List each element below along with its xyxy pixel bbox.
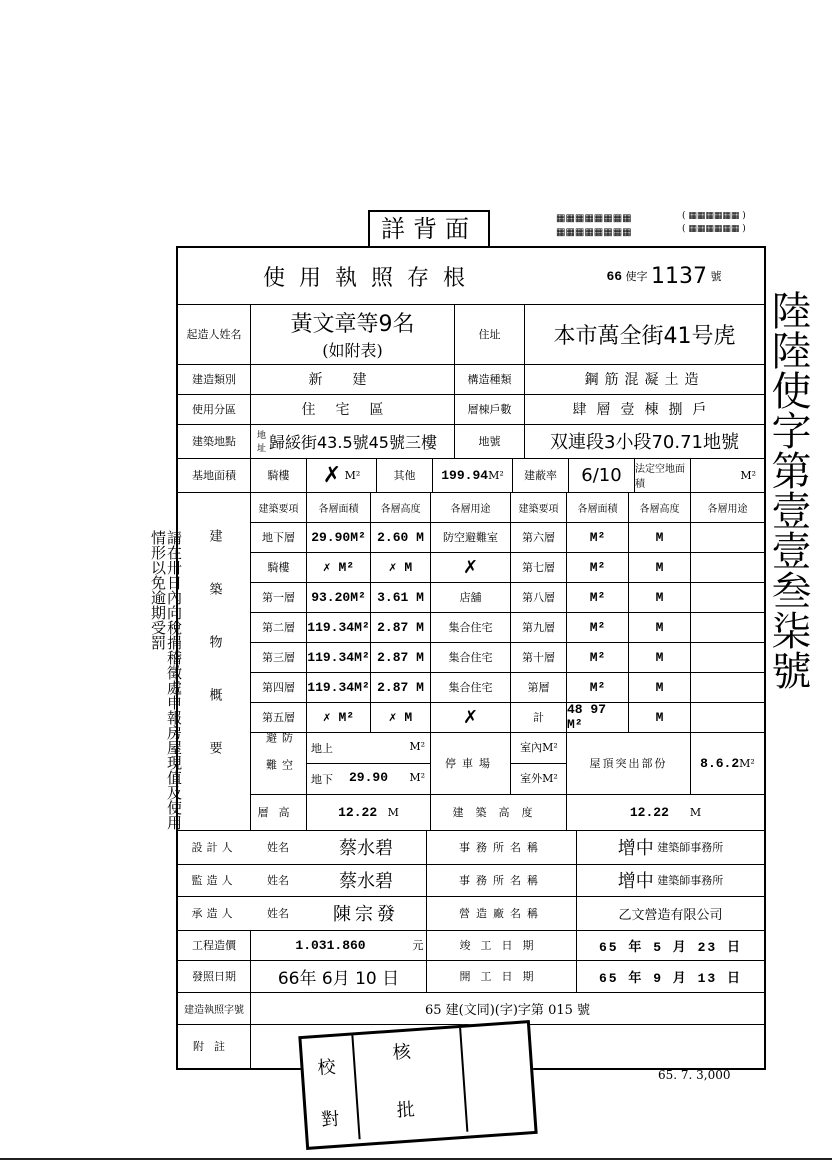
table-cell-use2	[690, 552, 764, 582]
table-cell-name2: 第十層	[510, 642, 566, 672]
start-label: 開工日期	[426, 960, 576, 992]
arcade-label: 騎樓	[250, 458, 306, 492]
shelter-label: 防空避難	[250, 732, 306, 794]
contractor-firm-label: 營造廠名稱	[426, 896, 576, 930]
table-cell-height2: M	[628, 612, 690, 642]
completion-value: 65 年 5 月 23 日	[576, 930, 764, 960]
table-cell-height2: M	[628, 582, 690, 612]
table-cell-use: 防空避難室	[430, 522, 510, 552]
table-cell-use2	[690, 672, 764, 702]
address-value: 本市萬全街41号虎	[524, 304, 764, 364]
issue-label: 發照日期	[192, 970, 236, 983]
table-cell-use2	[690, 522, 764, 552]
table-row	[250, 582, 764, 613]
right-handwriting: 陸陸使字第壹壹叁柒號	[765, 290, 811, 690]
table-cell-use2	[690, 702, 764, 732]
structure-value: 鋼筋混凝土造	[524, 364, 764, 394]
form-footer: 65. 7. 3,000	[658, 1068, 731, 1082]
table-cell-use: 店舖	[430, 582, 510, 612]
site-label: 建築地點	[192, 435, 236, 448]
site-address: 歸綏街43.5號45號三樓	[269, 432, 437, 452]
table-cell-area: ✗ M²	[306, 702, 370, 732]
table-cell-height: 2.87 M	[370, 642, 430, 672]
table-cell-area2: M²	[566, 522, 628, 552]
applicant-label: 起造人姓名	[186, 328, 242, 341]
site-row	[178, 424, 764, 459]
table-cell-height2: M	[628, 522, 690, 552]
start-value: 65 年 9 月 13 日	[576, 960, 764, 992]
table-cell-height: 2.87 M	[370, 612, 430, 642]
form-title: 使用執照存根	[262, 265, 479, 291]
header-item: 建築要項	[250, 492, 306, 522]
bldg-height-value	[566, 794, 764, 830]
contractor-row	[178, 896, 764, 931]
designer-name: 蔡水碧	[339, 838, 393, 859]
table-cell-area: 29.90M²	[306, 522, 370, 552]
coverage-value: 6/10	[568, 458, 634, 492]
designer-label: 設計人	[191, 841, 237, 854]
shelter-below	[306, 763, 431, 794]
arcade-unit: M²	[344, 468, 361, 482]
table-cell-name2: 第層	[510, 672, 566, 702]
applicant-note: (如附表)	[322, 341, 383, 360]
shelter-row	[250, 732, 764, 795]
designer-name-label: 姓名	[267, 841, 289, 854]
applicant-value	[250, 304, 454, 364]
table-cell-area2: M²	[566, 672, 628, 702]
table-cell-use2	[690, 612, 764, 642]
shelter-above	[306, 732, 431, 764]
approval-check: 校	[316, 1056, 337, 1079]
table-cell-name2: 第九層	[510, 612, 566, 642]
supervisor-name: 蔡水碧	[339, 871, 393, 892]
table-cell-name: 第四層	[250, 672, 306, 702]
coverage-label: 建蔽率	[512, 458, 568, 492]
roof-label: 屋頂突出部份	[566, 732, 690, 794]
table-cell-name: 騎樓	[250, 552, 306, 582]
cost-unit: 元	[412, 939, 424, 952]
table-cell-name: 第一層	[250, 582, 306, 612]
table-cell-name: 第二層	[250, 612, 306, 642]
table-cell-name: 地下層	[250, 522, 306, 552]
permit-row	[178, 992, 764, 1025]
category-label: 建造類別	[192, 373, 236, 386]
approval-seal: 對	[320, 1108, 340, 1131]
designer-firm-label: 事務所名稱	[426, 830, 576, 864]
cost-value	[250, 930, 410, 960]
table-cell-use: 集合住宅	[430, 612, 510, 642]
table-cell-height: 3.61 M	[370, 582, 430, 612]
table-row	[250, 552, 764, 583]
table-cell-height2: M	[628, 552, 690, 582]
table-cell-height2: M	[628, 702, 690, 732]
table-cell-area: 119.34M²	[306, 672, 370, 702]
parking-outdoor: 室外M²	[510, 763, 567, 794]
table-cell-use: 集合住宅	[430, 672, 510, 702]
floor-table	[250, 492, 764, 830]
table-row	[250, 522, 764, 553]
issue-value: 66年 6月 10 日	[250, 960, 426, 992]
table-cell-name: 第三層	[250, 642, 306, 672]
floors-value: 肆層壹棟捌戶	[524, 394, 764, 424]
shelter-below-unit: M²	[409, 771, 425, 784]
bldg-height-number: 12.22	[629, 804, 669, 820]
contractor-label: 承造人	[191, 907, 237, 920]
other-number: 199.94	[441, 467, 489, 483]
supervisor-firm-name: 增中	[617, 871, 654, 892]
table-cell-area2: M²	[566, 582, 628, 612]
table-cell-use: ✗	[430, 702, 510, 732]
table-cell-name: 第五層	[250, 702, 306, 732]
table-cell-area2: M²	[566, 612, 628, 642]
arcade-mark: ✗	[322, 462, 342, 488]
top-stamp-2: ( ▦▦▦▦▦▦ ) ( ▦▦▦▦▦▦ )	[682, 211, 746, 234]
completion-label: 竣工日期	[426, 930, 576, 960]
applicant-row	[178, 304, 764, 365]
table-cell-height: 2.60 M	[370, 522, 430, 552]
supervisor-firm-suffix: 建築師事務所	[657, 874, 724, 887]
header-item-2: 建築要項	[510, 492, 566, 522]
height-row	[250, 794, 764, 830]
arcade-value	[306, 458, 376, 492]
roof-unit: M²	[739, 756, 755, 770]
number-suffix: 號	[710, 270, 722, 283]
story-height-label: 層高	[250, 794, 306, 830]
table-row	[250, 672, 764, 703]
header-area-2: 各層面積	[566, 492, 628, 522]
table-cell-height2: M	[628, 642, 690, 672]
table-cell-height: ✗ M	[370, 702, 430, 732]
supervisor-firm-label: 事務所名稱	[426, 864, 576, 896]
table-cell-area2: 48 97 M²	[566, 702, 628, 732]
floor-table-header	[250, 492, 764, 523]
table-row	[250, 702, 764, 733]
bldg-height-unit: M	[689, 805, 702, 819]
shelter-above-label: 地上	[311, 742, 333, 755]
building-block	[178, 492, 764, 831]
table-cell-area: 119.34M²	[306, 612, 370, 642]
designer-row	[178, 830, 764, 865]
header-height-2: 各層高度	[628, 492, 690, 522]
category-row	[178, 364, 764, 395]
number-prefix: 66	[606, 268, 623, 284]
supervisor-row	[178, 864, 764, 897]
table-cell-area: 119.34M²	[306, 642, 370, 672]
permit-label: 建造執照字號	[184, 1004, 244, 1016]
header-area: 各層面積	[306, 492, 370, 522]
issue-row	[178, 960, 764, 993]
other-value	[432, 458, 512, 492]
shelter-below-label: 地下	[311, 773, 333, 786]
table-row	[250, 642, 764, 673]
zone-value: 住宅區	[250, 394, 454, 424]
header-use: 各層用途	[430, 492, 510, 522]
number-word: 使字	[625, 270, 648, 283]
other-label: 其他	[376, 458, 432, 492]
table-cell-area2: M²	[566, 552, 628, 582]
site-sub-label: 地址	[257, 431, 267, 454]
number-value: 1137	[651, 263, 708, 289]
cost-label: 工程造價	[192, 939, 236, 952]
floors-label: 層棟戶數	[454, 394, 524, 424]
approval-stamp	[298, 1020, 537, 1150]
category-value: 新建	[250, 364, 454, 394]
shelter-below-value: 29.90	[349, 770, 389, 785]
side-note: 請在卅日內向稅捐稽徵處申報房屋現值及使用情形以免逾期受罰	[149, 530, 183, 830]
supervisor-name-label: 姓名	[267, 874, 289, 887]
permit-value: 65 建(文同)(字)字第 015 號	[250, 992, 764, 1024]
table-cell-use: ✗	[430, 552, 510, 582]
header-height: 各層高度	[370, 492, 430, 522]
table-cell-use2	[690, 582, 764, 612]
other-unit: M²	[488, 468, 504, 482]
address-label: 住址	[454, 304, 524, 364]
approval-approve-a: 核	[391, 1041, 412, 1064]
contractor-name: 陳宗發	[333, 904, 399, 925]
table-cell-height: ✗ M	[370, 552, 430, 582]
contractor-firm: 乙文營造有限公司	[576, 896, 764, 930]
roof-value	[690, 732, 764, 794]
top-stamp: ▦▦▦▦▦▦▦▦ ▦▦▦▦▦▦▦▦	[556, 213, 632, 238]
cost-number: 1.031.860	[295, 937, 366, 953]
supervisor-firm	[576, 864, 764, 896]
table-cell-name2: 第六層	[510, 522, 566, 552]
approval-box-approve	[351, 1028, 468, 1139]
table-cell-area: ✗ M²	[306, 552, 370, 582]
parking-label: 停車場	[430, 732, 510, 794]
parking-indoor: 室內M²	[510, 732, 567, 764]
table-cell-height: 2.87 M	[370, 672, 430, 702]
designer-firm	[576, 830, 764, 864]
table-cell-area2: M²	[566, 642, 628, 672]
form-title-row	[178, 248, 764, 305]
site-value	[250, 424, 454, 458]
designer-firm-suffix: 建築師事務所	[657, 841, 724, 854]
page-bottom-edge	[0, 1158, 832, 1160]
table-cell-height2: M	[628, 672, 690, 702]
shelter-above-unit: M²	[409, 740, 425, 753]
roof-number: 8.6.2	[700, 755, 740, 771]
header-use-2: 各層用途	[690, 492, 764, 522]
zone-row	[178, 394, 764, 425]
table-cell-use2	[690, 642, 764, 672]
supervisor-label: 監造人	[191, 874, 237, 887]
contractor-name-label: 姓名	[267, 907, 289, 920]
table-row	[250, 612, 764, 643]
lot-label: 地號	[454, 424, 524, 458]
structure-label: 構造種類	[454, 364, 524, 394]
table-cell-name2: 第七層	[510, 552, 566, 582]
story-height-number: 12.22	[338, 804, 378, 820]
table-cell-name2: 第八層	[510, 582, 566, 612]
table-cell-use: 集合住宅	[430, 642, 510, 672]
page-title: 詳背面	[368, 210, 490, 248]
legal-open-unit: M²	[690, 458, 764, 492]
story-height-unit: M	[387, 805, 399, 819]
zone-label: 使用分區	[192, 403, 236, 416]
building-side-label: 建築物概要	[206, 528, 222, 794]
designer-firm-name: 增中	[617, 838, 654, 859]
cost-row	[178, 930, 764, 961]
bldg-height-label: 建築高度	[430, 794, 566, 830]
notes-label: 附註	[193, 1040, 235, 1053]
area-label: 基地面積	[192, 469, 236, 482]
applicant-name: 黃文章等9名	[290, 312, 415, 337]
lot-value: 双連段3小段70.71地號	[524, 424, 764, 458]
area-row	[178, 458, 764, 493]
table-cell-area: 93.20M²	[306, 582, 370, 612]
permit-form	[176, 246, 766, 1070]
table-cell-name2: 計	[510, 702, 566, 732]
story-height-value	[306, 794, 430, 830]
legal-open-label: 法定空地面積	[634, 458, 690, 492]
permit-number	[564, 248, 764, 304]
approval-approve-b: 批	[396, 1099, 416, 1122]
